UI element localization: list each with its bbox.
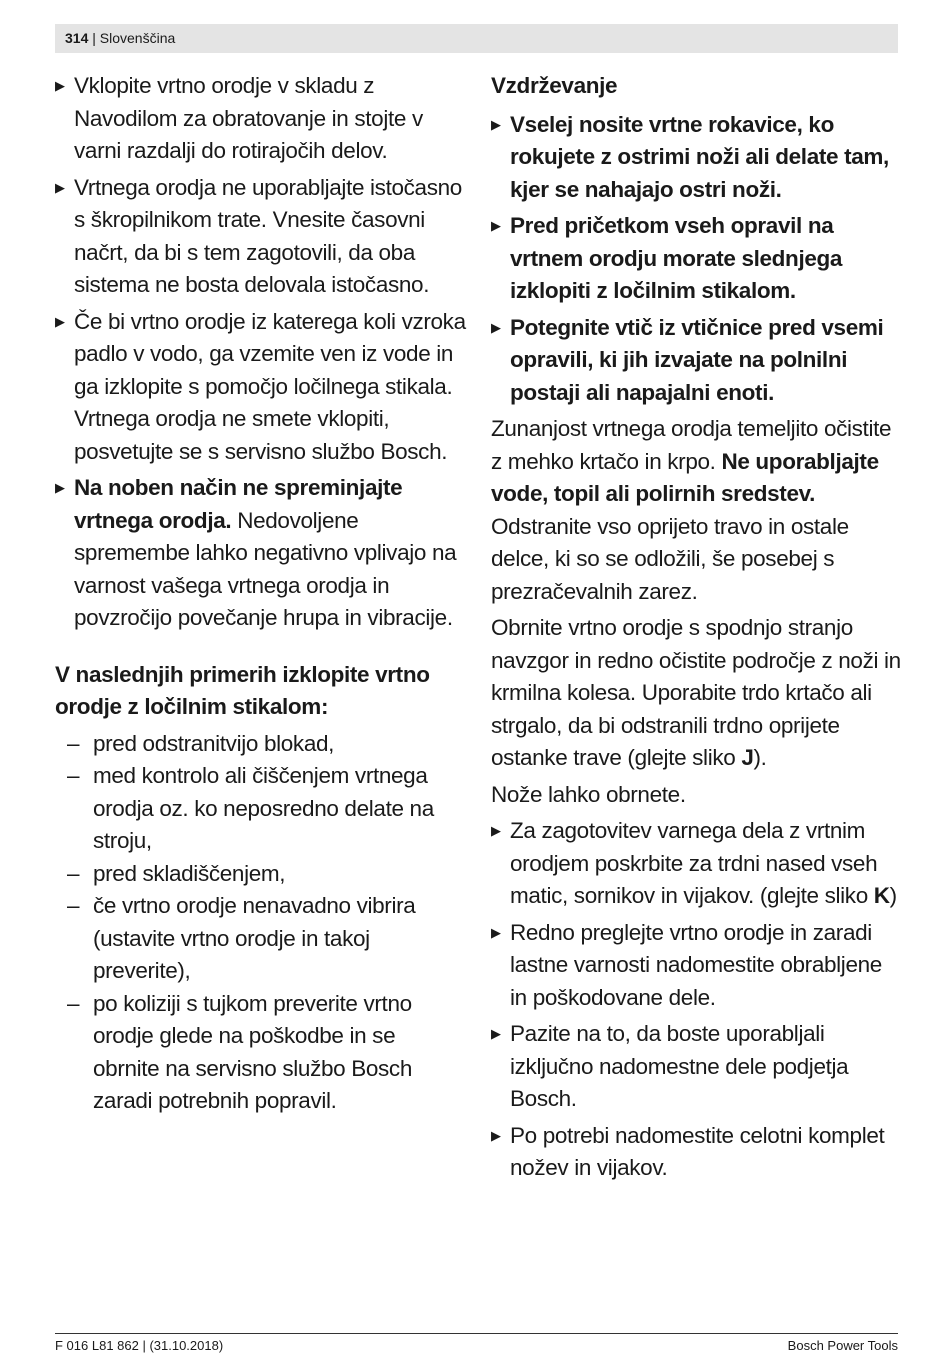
bullet-bold-text: Na noben način ne spreminjajte vrtnega orodja.: [74, 475, 403, 533]
maintenance-bullet: [491, 109, 903, 207]
maintenance-bullet: [491, 210, 903, 308]
dash-symbol: –: [67, 860, 80, 886]
underside-paragraph: [491, 612, 903, 775]
safety-bullet: [55, 306, 467, 469]
safety-bullet: [55, 472, 467, 635]
header-separator: |: [88, 30, 100, 46]
maintenance-bullet: [491, 815, 903, 913]
bullet-text: Za zagotovitev varnega dela z vrtnim orodjem poskrbite za trdni nased vseh matic, sornikov in vijakov. (glejte sliko: [510, 818, 878, 908]
dash-text: pred skladiščenjem,: [93, 860, 286, 886]
bullet-text: ): [889, 883, 897, 908]
left-column: [55, 70, 467, 1118]
dash-text: po koliziji s tujkom preverite vrtno orodje glede na poškodbe in se obrnite na servisno službo Bosch zaradi potrebnih popravil.: [93, 990, 412, 1113]
bullet-arrow-icon: ▶: [491, 319, 501, 335]
dash-symbol: –: [67, 893, 80, 918]
bullet-text: Pazite na to, da boste uporabljali izključno nadomestne dele podjetja Bosch.: [510, 1021, 849, 1111]
paragraph-text: ).: [753, 745, 767, 770]
bullet-arrow-icon: ▶: [491, 116, 501, 132]
dash-item: [55, 728, 467, 761]
bullet-text: Potegnite vtič iz vtičnice pred vsemi opravili, ki jih izvajate na polnilni postaji ali napajalni enoti.: [510, 314, 884, 405]
safety-bullet: [55, 70, 467, 168]
dash-symbol: –: [67, 730, 80, 756]
maintenance-bullet: [491, 312, 903, 410]
bullet-arrow-icon: ▶: [55, 179, 65, 195]
bullet-arrow-icon: ▶: [491, 218, 501, 233]
bullet-text: Vklopite vrtno orodje v skladu z Navodilom za obratovanje in stojte v varni razdalji do rotirajočih delov.: [74, 73, 423, 163]
bullet-text: Vselej nosite vrtne rokavice, ko rokujete z ostrimi noži ali delate tam, kjer se nahajajo ostri noži.: [510, 111, 889, 202]
right-column: [491, 70, 903, 1189]
footer-doc-number: F 016 L81 862 | (31.10.2018): [55, 1338, 224, 1353]
dash-text: med kontrolo ali čiščenjem vrtnega orodja oz. ko neposredno delate na stroju,: [93, 763, 434, 853]
bullet-arrow-icon: ▶: [55, 78, 65, 93]
bullet-arrow-icon: ▶: [491, 1127, 501, 1143]
bullet-arrow-icon: ▶: [491, 924, 501, 940]
paragraph-bold-text: Ne uporabljajte vode, topil ali polirnih sredstev.: [491, 448, 879, 506]
bullet-text: Po potrebi nadomestite celotni komplet nožev in vijakov.: [510, 1122, 885, 1180]
maintenance-bullet: [491, 1018, 903, 1116]
bullet-arrow-icon: ▶: [55, 480, 65, 495]
figure-ref: J: [741, 745, 754, 770]
paragraph-text: Odstranite vso oprijeto travo in ostale delce, ki so se odložili, še posebej s prezračevalnih zarez.: [491, 513, 849, 604]
bullet-arrow-icon: ▶: [491, 823, 501, 838]
section-subheading: V naslednjih primerih izklopite vrtno orodje z ločilnim stikalom:: [55, 661, 430, 719]
dash-text: če vrtno orodje nenavadno vibrira (ustavite vrtno orodje in takoj preverite),: [93, 893, 416, 983]
figure-ref: K: [873, 883, 890, 908]
maintenance-heading: Vzdrževanje: [491, 73, 618, 98]
bullet-text: Če bi vrtno orodje iz katerega koli vzroka padlo v vodo, ga vzemite ven iz vode in ga izklopite s pomočjo ločilnega stikala. Vrtnega orodja ne smete vklopiti, posvetujte se s servisno službo Bosch.: [74, 308, 466, 464]
dash-symbol: –: [67, 763, 80, 788]
paragraph-text: Obrnite vrtno orodje s spodnjo stranjo navzgor in redno očistite področje z noži in krmilna kolesa. Uporabite trdo krtačo ali strgalo, da bi odstranili trdno oprijete ostanke trave (glejte sliko: [491, 615, 901, 770]
blades-paragraph: Nože lahko obrnete.: [491, 781, 686, 807]
bullet-arrow-icon: ▶: [55, 313, 65, 329]
header-language: Slovenščina: [99, 30, 176, 46]
dash-text: pred odstranitvijo blokad,: [93, 730, 335, 756]
bullet-arrow-icon: ▶: [491, 1026, 501, 1041]
safety-bullet: [55, 172, 467, 302]
maintenance-bullet: [491, 1120, 903, 1185]
footer-divider: [55, 1333, 898, 1334]
paragraph-text: Zunanjost vrtnega orodja temeljito očistite z mehko krtačo in krpo.: [491, 416, 892, 474]
footer-brand: Bosch Power Tools: [787, 1338, 898, 1353]
dash-item: [55, 858, 467, 891]
bullet-text: Nedovoljene spremembe lahko negativno vplivajo na varnost vašega vrtnega orodja in povzročijo povečanje hrupa in vibracije.: [74, 507, 457, 630]
bullet-text: Vrtnega orodja ne uporabljajte istočasno s škropilnikom trate. Vnesite časovni načrt, da bi s tem zagotovili, da oba sistema ne bosta delovala istočasno.: [74, 174, 462, 297]
page-header: [55, 24, 898, 53]
bullet-text: Redno preglejte vrtno orodje in zaradi lastne varnosti nadomestite obrabljene in poškodovane dele.: [510, 919, 882, 1010]
bullet-text: Pred pričetkom vseh opravil na vrtnem orodju morate slednjega izklopiti z ločilnim stikalom.: [510, 213, 843, 303]
page-number: 314: [65, 30, 89, 46]
dash-item: [55, 988, 467, 1118]
cleaning-paragraph: [491, 413, 903, 608]
dash-item: [55, 760, 467, 858]
dash-symbol: –: [67, 990, 80, 1016]
maintenance-bullet: [491, 917, 903, 1015]
dash-item: [55, 890, 467, 988]
